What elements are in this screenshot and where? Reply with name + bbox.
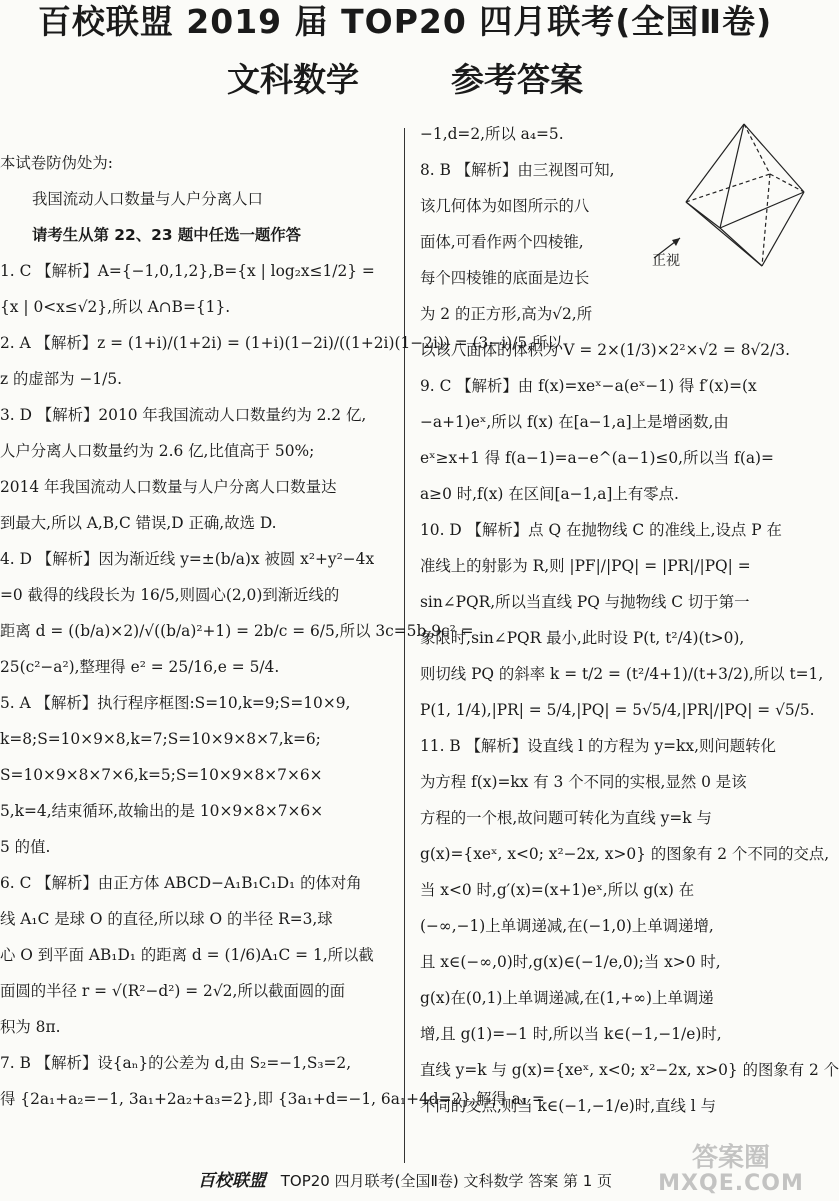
right-line: 且 x∈(−∞,0)时,g(x)∈(−1/e,0);当 x>0 时, [420, 953, 721, 971]
right-line: eˣ≥x+1 得 f(a−1)=a−e^(a−1)≤0,所以当 f(a)= [420, 449, 774, 467]
right-line: 该几何体为如图所示的八 [420, 197, 590, 215]
right-line: g(x)在(0,1)上单调递减,在(1,+∞)上单调递 [420, 989, 714, 1007]
right-line: g(x)={xeˣ, x<0; x²−2x, x>0} 的图象有 2 个不同的交点, [420, 845, 830, 863]
footer-brand: 百校联盟 [197, 1171, 266, 1191]
right-line: a≥0 时,f(x) 在区间[a−1,a]上有零点. [420, 485, 679, 503]
left-line: 4. D 【解析】因为渐近线 y=±(b/a)x 被圆 x²+y²−4x [0, 550, 375, 568]
column-divider [404, 128, 405, 1163]
right-line: 增,且 g(1)=−1 时,所以当 k∈(−1,−1/e)时, [420, 1025, 722, 1043]
right-line: −a+1)eˣ,所以 f(x) 在[a−1,a]上是增函数,由 [420, 413, 729, 431]
right-line: −1,d=2,所以 a₄=5. [420, 125, 564, 143]
right-line: 为 2 的正方形,高为√2,所 [420, 305, 593, 323]
right-line: P(1, 1/4),|PR| = 5/4,|PQ| = 5√5/4,|PR|/|PQ| = √5/5. [420, 701, 815, 719]
front-view-label: 正视 [652, 253, 680, 269]
left-line: 心 O 到平面 AB₁D₁ 的距离 d = (1/6)A₁C = 1,所以截 [0, 946, 374, 964]
right-line: 则切线 PQ 的斜率 k = t/2 = (t²/4+1)/(t+3/2),所以 t=1, [420, 665, 824, 683]
left-line: 人户分离人口数量约为 2.6 亿,比值高于 50%; [0, 442, 315, 460]
right-line: 直线 y=k 与 g(x)={xeˣ, x<0; x²−2x, x>0} 的图象有 2 个 [420, 1061, 839, 1079]
left-line: 请考生从第 22、23 题中任选一题作答 [32, 226, 302, 244]
right-line: 面体,可看作两个四棱锥, [420, 233, 584, 251]
left-line: 我国流动人口数量与人户分离人口 [32, 190, 263, 208]
right-line: 象限时,sin∠PQR 最小,此时设 P(t, t²/4)(t>0), [420, 629, 745, 647]
left-line: 5 的值. [0, 838, 51, 856]
right-line: 当 x<0 时,g′(x)=(x+1)eˣ,所以 g(x) 在 [420, 881, 695, 899]
right-line: 方程的一个根,故问题可转化为直线 y=k 与 [420, 809, 712, 827]
left-line: 5. A 【解析】执行程序框图:S=10,k=9;S=10×9, [0, 694, 351, 712]
watermark-line1: 答案圈 [691, 1143, 770, 1173]
left-line: 7. B 【解析】设{aₙ}的公差为 d,由 S₂=−1,S₃=2, [0, 1054, 352, 1072]
watermark-line2: MXQE.COM [658, 1171, 804, 1196]
left-line: {x | 0<x≤√2},所以 A∩B={1}. [0, 298, 231, 316]
right-line: 10. D 【解析】点 Q 在抛物线 C 的准线上,设点 P 在 [420, 521, 782, 539]
left-line: 得 {2a₁+a₂=−1, 3a₁+2a₂+a₃=2},即 {3a₁+d=−1, 6a₁+4d=2},解得 a₁ = [0, 1090, 545, 1108]
left-line: k=8;S=10×9×8,k=7;S=10×9×8×7,k=6; [0, 730, 321, 748]
right-line: (−∞,−1)上单调递减,在(−1,0)上单调递增, [420, 917, 714, 935]
right-line: 为方程 f(x)=kx 有 3 个不同的实根,显然 0 是该 [420, 773, 747, 791]
left-line: 到最大,所以 A,B,C 错误,D 正确,故选 D. [0, 514, 277, 532]
left-line: S=10×9×8×7×6,k=5;S=10×9×8×7×6× [0, 766, 323, 784]
octahedron-figure [644, 120, 810, 270]
left-line: 1. C 【解析】A={−1,0,1,2},B={x | log₂x≤1/2} = [0, 262, 375, 280]
right-line: 每个四棱锥的底面是边长 [420, 269, 590, 287]
left-line: 25(c²−a²),整理得 e² = 25/16,e = 5/4. [0, 658, 280, 676]
document-title: 百校联盟 2019 届 TOP20 四月联考(全国Ⅱ卷) [37, 2, 773, 41]
left-line: =0 截得的线段长为 16/5,则圆心(2,0)到渐近线的 [0, 586, 340, 604]
left-line: 6. C 【解析】由正方体 ABCD−A₁B₁C₁D₁ 的体对角 [0, 874, 362, 892]
left-line: 3. D 【解析】2010 年我国流动人口数量约为 2.2 亿, [0, 406, 367, 424]
left-line: 2014 年我国流动人口数量与人户分离人口数量达 [0, 478, 337, 496]
left-line: 2. A 【解析】z = (1+i)/(1+2i) = (1+i)(1−2i)/((1+2i)(1−2i)) = (3−i)/5,所以 [0, 334, 563, 352]
left-line: 本试卷防伪处为: [0, 154, 113, 172]
right-line: 11. B 【解析】设直线 l 的方程为 y=kx,则问题转化 [420, 737, 776, 755]
right-line: 以该八面体的体积为 V = 2×(1/3)×2²×√2 = 8√2/3. [420, 341, 790, 359]
right-line: 9. C 【解析】由 f(x)=xeˣ−a(eˣ−1) 得 f′(x)=(x [420, 377, 757, 395]
document-subtitle: 文科数学 参考答案 [227, 60, 583, 99]
watermark [656, 1145, 806, 1197]
left-line: 距离 d = ((b/a)×2)/√((b/a)²+1) = 2b/c = 6/5,所以 3c=5b,9c² = [0, 622, 474, 640]
right-line: sin∠PQR,所以当直线 PQ 与抛物线 C 切于第一 [420, 593, 750, 611]
right-line: 8. B 【解析】由三视图可知, [420, 161, 615, 179]
left-line: 5,k=4,结束循环,故输出的是 10×9×8×7×6× [0, 802, 324, 820]
left-line: 面圆的半径 r = √(R²−d²) = 2√2,所以截面圆的面 [0, 982, 346, 1000]
right-line: 准线上的射影为 R,则 |PF|/|PQ| = |PR|/|PQ| = [420, 557, 751, 575]
left-line: 积为 8π. [0, 1018, 61, 1036]
footer-text: TOP20 四月联考(全国Ⅱ卷) 文科数学 答案 第 1 页 [280, 1172, 613, 1190]
right-line: 不同的交点,则当 k∈(−1,−1/e)时,直线 l 与 [420, 1097, 716, 1115]
left-line: 线 A₁C 是球 O 的直径,所以球 O 的半径 R=3,球 [0, 910, 333, 928]
left-line: z 的虚部为 −1/5. [0, 370, 123, 388]
